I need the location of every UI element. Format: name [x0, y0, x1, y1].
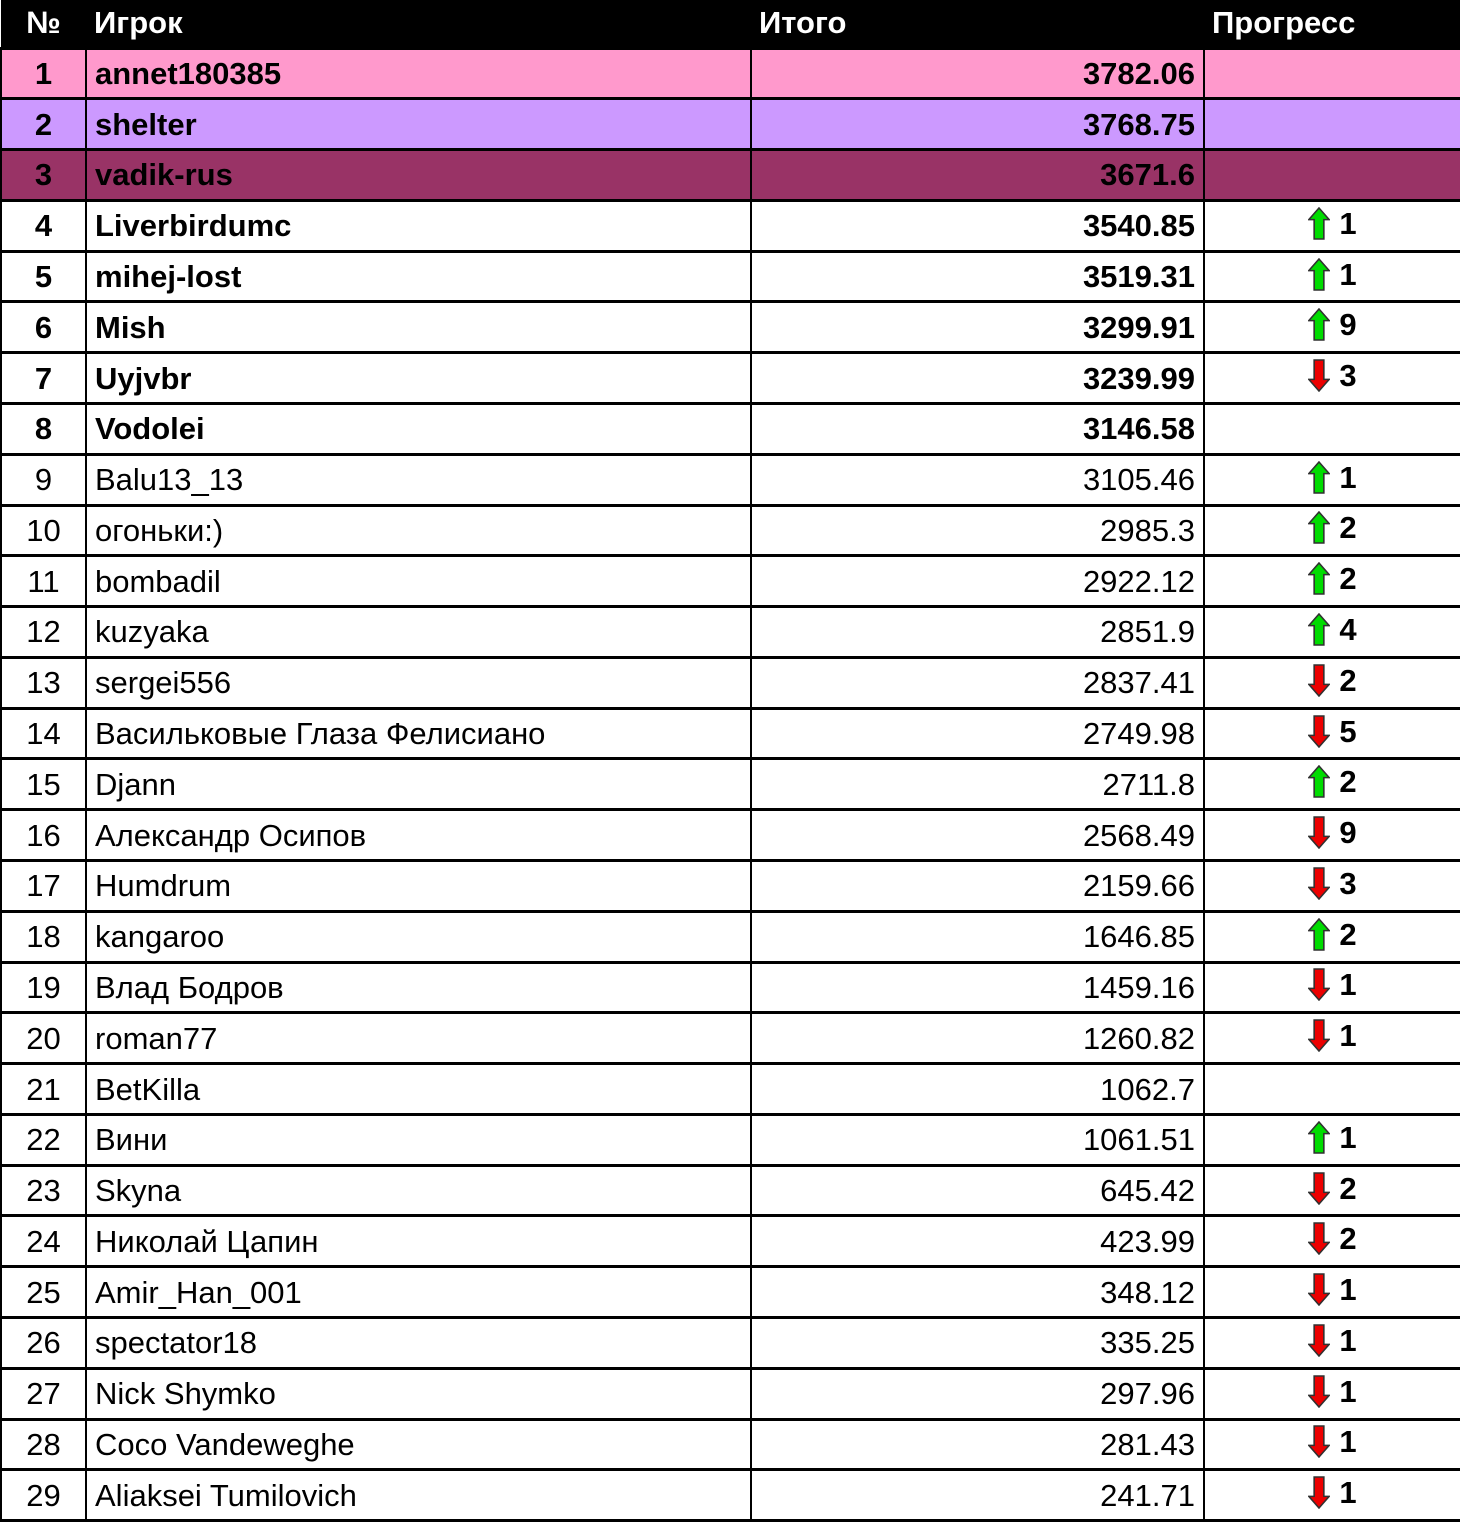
total-cell: 2922.12 — [751, 556, 1204, 607]
leaderboard-header — [1, 0, 1460, 48]
leaderboard-row — [1, 759, 1460, 810]
player-name-cell: Aliaksei Tumilovich — [86, 1470, 751, 1521]
progress-indicator — [1308, 359, 1356, 392]
total-cell: 645.42 — [751, 1165, 1204, 1216]
down-arrow-icon — [1308, 1425, 1330, 1458]
progress-indicator — [1308, 1222, 1356, 1255]
progress-cell — [1204, 911, 1460, 962]
progress-cell — [1204, 556, 1460, 607]
rank-cell: 16 — [1, 810, 86, 861]
progress-indicator — [1308, 1425, 1356, 1458]
progress-cell — [1204, 759, 1460, 810]
progress-cell — [1204, 48, 1460, 99]
progress-value: 1 — [1339, 1424, 1357, 1460]
progress-cell — [1204, 99, 1460, 150]
down-arrow-icon — [1308, 1172, 1330, 1205]
progress-value: 1 — [1339, 256, 1357, 292]
player-name-cell: kuzyaka — [86, 607, 751, 658]
player-name-cell: Skyna — [86, 1165, 751, 1216]
progress-indicator — [1308, 918, 1356, 951]
progress-indicator — [1308, 613, 1356, 646]
progress-cell — [1204, 353, 1460, 404]
progress-indicator — [1308, 765, 1356, 798]
col-header-total: Итого — [751, 0, 1204, 48]
progress-cell — [1204, 1165, 1460, 1216]
progress-value: 2 — [1339, 1221, 1357, 1257]
progress-value: 5 — [1339, 713, 1357, 749]
progress-value: 1 — [1339, 1322, 1357, 1358]
rank-cell: 18 — [1, 911, 86, 962]
rank-cell: 7 — [1, 353, 86, 404]
progress-value: 2 — [1339, 561, 1357, 597]
leaderboard-row — [1, 150, 1460, 201]
player-name-cell: Balu13_13 — [86, 454, 751, 505]
total-cell: 3146.58 — [751, 403, 1204, 454]
total-cell: 2837.41 — [751, 657, 1204, 708]
leaderboard-row — [1, 505, 1460, 556]
player-name-cell: vadik-rus — [86, 150, 751, 201]
col-header-progress: Прогресс — [1204, 0, 1460, 48]
total-cell: 3540.85 — [751, 200, 1204, 251]
progress-cell — [1204, 1470, 1460, 1521]
rank-cell: 26 — [1, 1318, 86, 1369]
progress-indicator — [1308, 1375, 1356, 1408]
progress-cell — [1204, 607, 1460, 658]
total-cell: 281.43 — [751, 1419, 1204, 1470]
leaderboard-row — [1, 1267, 1460, 1318]
rank-cell: 28 — [1, 1419, 86, 1470]
leaderboard-row — [1, 1368, 1460, 1419]
total-cell: 1459.16 — [751, 962, 1204, 1013]
up-arrow-icon — [1308, 511, 1330, 544]
total-cell: 1061.51 — [751, 1114, 1204, 1165]
progress-cell — [1204, 251, 1460, 302]
rank-cell: 15 — [1, 759, 86, 810]
leaderboard-row — [1, 1470, 1460, 1521]
progress-indicator — [1308, 1324, 1356, 1357]
progress-indicator — [1308, 258, 1356, 291]
up-arrow-icon — [1308, 308, 1330, 341]
progress-indicator — [1308, 1121, 1356, 1154]
progress-cell — [1204, 708, 1460, 759]
progress-indicator — [1308, 511, 1356, 544]
total-cell: 2711.8 — [751, 759, 1204, 810]
leaderboard-body — [1, 48, 1460, 1521]
progress-cell — [1204, 1216, 1460, 1267]
progress-value: 1 — [1339, 967, 1357, 1003]
total-cell: 423.99 — [751, 1216, 1204, 1267]
up-arrow-icon — [1308, 765, 1330, 798]
total-cell: 241.71 — [751, 1470, 1204, 1521]
player-name-cell: Vodolei — [86, 403, 751, 454]
player-name-cell: Васильковые Глаза Фелисиано — [86, 708, 751, 759]
player-name-cell: kangaroo — [86, 911, 751, 962]
progress-cell — [1204, 302, 1460, 353]
total-cell: 3768.75 — [751, 99, 1204, 150]
player-name-cell: roman77 — [86, 1013, 751, 1064]
total-cell: 3299.91 — [751, 302, 1204, 353]
progress-value: 2 — [1339, 662, 1357, 698]
total-cell: 3782.06 — [751, 48, 1204, 99]
progress-value: 9 — [1339, 815, 1357, 851]
total-cell: 3239.99 — [751, 353, 1204, 404]
up-arrow-icon — [1308, 562, 1330, 595]
player-name-cell: Nick Shymko — [86, 1368, 751, 1419]
progress-cell — [1204, 1368, 1460, 1419]
total-cell: 1646.85 — [751, 911, 1204, 962]
down-arrow-icon — [1308, 1375, 1330, 1408]
down-arrow-icon — [1308, 867, 1330, 900]
leaderboard-row — [1, 1013, 1460, 1064]
progress-value: 3 — [1339, 358, 1357, 394]
progress-cell — [1204, 1013, 1460, 1064]
rank-cell: 6 — [1, 302, 86, 353]
player-name-cell: Humdrum — [86, 861, 751, 912]
progress-indicator — [1308, 308, 1356, 341]
rank-cell: 8 — [1, 403, 86, 454]
leaderboard-row — [1, 1318, 1460, 1369]
progress-value: 1 — [1339, 1373, 1357, 1409]
progress-indicator — [1308, 1273, 1356, 1306]
down-arrow-icon — [1308, 1476, 1330, 1509]
progress-indicator — [1308, 1019, 1356, 1052]
down-arrow-icon — [1308, 1273, 1330, 1306]
progress-value: 1 — [1339, 1018, 1357, 1054]
player-name-cell: sergei556 — [86, 657, 751, 708]
leaderboard-row — [1, 302, 1460, 353]
progress-indicator — [1308, 715, 1356, 748]
rank-cell: 29 — [1, 1470, 86, 1521]
total-cell: 3105.46 — [751, 454, 1204, 505]
player-name-cell: Uyjvbr — [86, 353, 751, 404]
up-arrow-icon — [1308, 1121, 1330, 1154]
total-cell: 2159.66 — [751, 861, 1204, 912]
rank-cell: 5 — [1, 251, 86, 302]
progress-value: 3 — [1339, 865, 1357, 901]
progress-indicator — [1308, 562, 1356, 595]
progress-value: 2 — [1339, 764, 1357, 800]
player-name-cell: BetKilla — [86, 1064, 751, 1115]
progress-cell — [1204, 1267, 1460, 1318]
up-arrow-icon — [1308, 918, 1330, 951]
total-cell: 2851.9 — [751, 607, 1204, 658]
rank-cell: 11 — [1, 556, 86, 607]
player-name-cell: annet180385 — [86, 48, 751, 99]
progress-value: 9 — [1339, 307, 1357, 343]
rank-cell: 1 — [1, 48, 86, 99]
total-cell: 3671.6 — [751, 150, 1204, 201]
total-cell: 2568.49 — [751, 810, 1204, 861]
progress-indicator — [1308, 968, 1356, 1001]
leaderboard-row — [1, 353, 1460, 404]
down-arrow-icon — [1308, 816, 1330, 849]
progress-cell — [1204, 505, 1460, 556]
player-name-cell: spectator18 — [86, 1318, 751, 1369]
progress-value: 1 — [1339, 1272, 1357, 1308]
total-cell: 297.96 — [751, 1368, 1204, 1419]
progress-indicator — [1308, 207, 1356, 240]
progress-cell — [1204, 810, 1460, 861]
rank-cell: 23 — [1, 1165, 86, 1216]
total-cell: 1260.82 — [751, 1013, 1204, 1064]
leaderboard-row — [1, 657, 1460, 708]
progress-value: 2 — [1339, 510, 1357, 546]
leaderboard-row — [1, 556, 1460, 607]
player-name-cell: Николай Цапин — [86, 1216, 751, 1267]
col-header-player: Игрок — [86, 0, 751, 48]
player-name-cell: shelter — [86, 99, 751, 150]
leaderboard-row — [1, 454, 1460, 505]
rank-cell: 3 — [1, 150, 86, 201]
progress-indicator — [1308, 1476, 1356, 1509]
player-name-cell: Вини — [86, 1114, 751, 1165]
leaderboard-row — [1, 911, 1460, 962]
leaderboard-row — [1, 1419, 1460, 1470]
total-cell: 1062.7 — [751, 1064, 1204, 1115]
progress-indicator — [1308, 664, 1356, 697]
progress-value: 2 — [1339, 916, 1357, 952]
total-cell: 335.25 — [751, 1318, 1204, 1369]
down-arrow-icon — [1308, 359, 1330, 392]
total-cell: 2749.98 — [751, 708, 1204, 759]
rank-cell: 19 — [1, 962, 86, 1013]
header-row — [1, 0, 1460, 48]
progress-value: 1 — [1339, 1119, 1357, 1155]
down-arrow-icon — [1308, 1019, 1330, 1052]
progress-indicator — [1308, 867, 1356, 900]
leaderboard-row — [1, 48, 1460, 99]
rank-cell: 27 — [1, 1368, 86, 1419]
leaderboard-row — [1, 99, 1460, 150]
down-arrow-icon — [1308, 1324, 1330, 1357]
up-arrow-icon — [1308, 258, 1330, 291]
progress-cell — [1204, 861, 1460, 912]
progress-indicator — [1308, 461, 1356, 494]
player-name-cell: Mish — [86, 302, 751, 353]
rank-cell: 9 — [1, 454, 86, 505]
progress-cell — [1204, 200, 1460, 251]
leaderboard-row — [1, 1216, 1460, 1267]
up-arrow-icon — [1308, 461, 1330, 494]
leaderboard-row — [1, 200, 1460, 251]
player-name-cell: bombadil — [86, 556, 751, 607]
progress-cell — [1204, 1114, 1460, 1165]
progress-value: 1 — [1339, 205, 1357, 241]
down-arrow-icon — [1308, 1222, 1330, 1255]
down-arrow-icon — [1308, 968, 1330, 1001]
rank-cell: 12 — [1, 607, 86, 658]
leaderboard-row — [1, 1114, 1460, 1165]
total-cell: 2985.3 — [751, 505, 1204, 556]
col-header-rank: № — [1, 0, 86, 48]
leaderboard-row — [1, 861, 1460, 912]
leaderboard-row — [1, 810, 1460, 861]
leaderboard-row — [1, 607, 1460, 658]
progress-cell — [1204, 962, 1460, 1013]
rank-cell: 10 — [1, 505, 86, 556]
leaderboard-row — [1, 708, 1460, 759]
leaderboard-row — [1, 1165, 1460, 1216]
player-name-cell: Coco Vandeweghe — [86, 1419, 751, 1470]
progress-cell — [1204, 657, 1460, 708]
player-name-cell: mihej-lost — [86, 251, 751, 302]
rank-cell: 14 — [1, 708, 86, 759]
rank-cell: 4 — [1, 200, 86, 251]
player-name-cell: Djann — [86, 759, 751, 810]
rank-cell: 13 — [1, 657, 86, 708]
progress-indicator — [1308, 816, 1356, 849]
rank-cell: 24 — [1, 1216, 86, 1267]
rank-cell: 22 — [1, 1114, 86, 1165]
total-cell: 3519.31 — [751, 251, 1204, 302]
progress-value: 1 — [1339, 1475, 1357, 1511]
player-name-cell: Amir_Han_001 — [86, 1267, 751, 1318]
rank-cell: 20 — [1, 1013, 86, 1064]
rank-cell: 17 — [1, 861, 86, 912]
progress-indicator — [1308, 1172, 1356, 1205]
down-arrow-icon — [1308, 664, 1330, 697]
rank-cell: 25 — [1, 1267, 86, 1318]
player-name-cell: огоньки:) — [86, 505, 751, 556]
progress-cell — [1204, 403, 1460, 454]
rank-cell: 21 — [1, 1064, 86, 1115]
player-name-cell: Влад Бодров — [86, 962, 751, 1013]
total-cell: 348.12 — [751, 1267, 1204, 1318]
progress-value: 4 — [1339, 611, 1357, 647]
progress-cell — [1204, 1318, 1460, 1369]
player-name-cell: Александр Осипов — [86, 810, 751, 861]
progress-value: 2 — [1339, 1170, 1357, 1206]
progress-cell — [1204, 1064, 1460, 1115]
leaderboard-row — [1, 251, 1460, 302]
player-name-cell: Liverbirdumc — [86, 200, 751, 251]
down-arrow-icon — [1308, 715, 1330, 748]
progress-value: 1 — [1339, 459, 1357, 495]
up-arrow-icon — [1308, 613, 1330, 646]
rank-cell: 2 — [1, 99, 86, 150]
progress-cell — [1204, 454, 1460, 505]
progress-cell — [1204, 150, 1460, 201]
up-arrow-icon — [1308, 207, 1330, 240]
leaderboard-row — [1, 403, 1460, 454]
leaderboard-row — [1, 962, 1460, 1013]
progress-cell — [1204, 1419, 1460, 1470]
leaderboard-row — [1, 1064, 1460, 1115]
